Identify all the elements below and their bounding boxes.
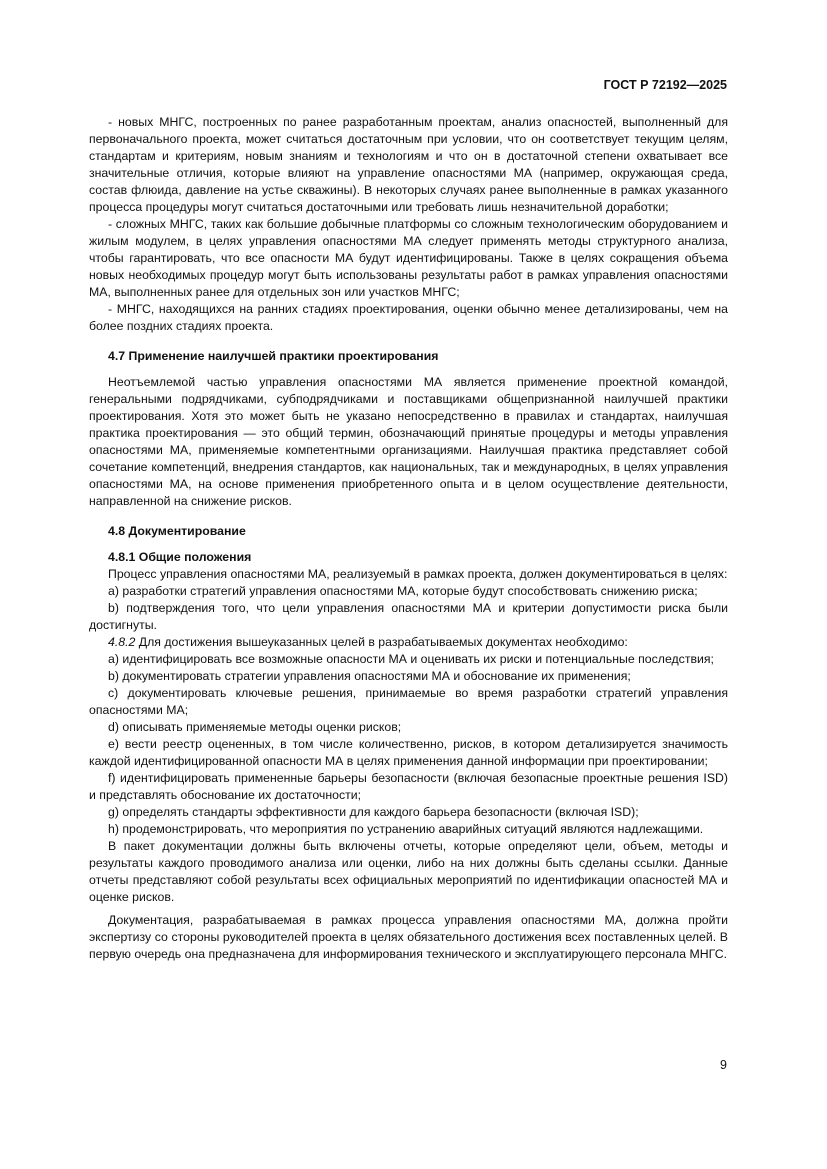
paragraph-documentation-package: В пакет документации должны быть включены отчеты, которые определяют цели, объем, методы и результаты каждого проводимого анализа или оценки, либо на них должны быть сделаны ссылки. Данные отчеты представляют собой результаты всех официальных мероприятий по идентификации опасностей МА и оценке рисков. [89,839,728,904]
list-item-h: h) продемонстрировать, что мероприятия по устранению аварийных ситуаций являются надлежащими. [108,822,704,836]
list-item-d: d) описывать применяемые методы оценки рисков; [108,720,402,734]
paragraph-best-practice: Неотъемлемой частью управления опасностями МА является применение проектной командой, генеральными подрядчиками, субподрядчиками и поставщиками общепризнанной наилучшей практики проектирования. Хотя это может быть не указано непосредственно в правилах и стандартах, наилучшая практика проектирования — это общий термин, обозначающий принятые процедуры и методы управления опасностями МА, применяемые компетентными организациями. Наилучшая практика представляет собой сочетание компетенций, внедрения стандартов, как национальных, так и международных, в целях управления опасностями МА, на основе применения приобретенного опыта и в целом осуществление деятельности, направленной на снижение рисков. [89,375,728,508]
list-item-g: g) определять стандарты эффективности для каждого барьера безопасности (включая ISD); [108,805,639,819]
clause-number-4-8-2: 4.8.2 [108,635,136,649]
list-item-b: b) документировать стратегии управления опасностями МА и обоснование их применения; [108,669,631,683]
section-heading-4-7: 4.7 Применение наилучшей практики проектирования [108,349,439,363]
list-item-e: e) вести реестр оцененных, в том числе количественно, рисков, в котором детализируется значимость каждой идентифицированной опасности МА в целях применения данной информации при проектировании; [89,737,728,768]
document-body [89,114,728,963]
list-item-a-strategies: a) разработки стратегий управления опасностями МА, которые будут способствовать снижению риска; [108,584,698,598]
list-item-f: f) идентифицировать примененные барьеры безопасности (включая безопасные проектные решения ISD) и представлять обоснование их достаточности; [89,771,728,802]
clause-text-4-8-2: Для достижения вышеуказанных целей в разрабатываемых документах необходимо: [135,635,628,649]
list-item-new-facilities: - новых МНГС, построенных по ранее разработанным проектам, анализ опасностей, выполненный для первоначального проекта, может считаться достаточным при условии, что он соответствует текущим целям, стандартам и критериям, новым знаниям и технологиям и что он в достаточной степени охватывает все значительные отличия, которые влияют на управление опасностями МА (например, окружающая среда, состав флюида, давление на устье скважины). В некоторых случаях ранее выполненные в рамках указанного процесса процедуры могут считаться достаточными или требовать лишь незначительной доработки; [89,115,728,214]
list-item-b-confirmation: b) подтверждения того, что цели управления опасностями МА и критерии допустимости риска были достигнуты. [89,601,728,632]
list-item-c: c) документировать ключевые решения, принимаемые во время разработки стратегий управления опасностями МА; [89,686,728,717]
subsection-heading-4-8-1: 4.8.1 Общие положения [108,550,252,564]
list-item-early-stage-facilities: - МНГС, находящихся на ранних стадиях проектирования, оценки обычно менее детализированы, чем на более поздних стадиях проекта. [89,302,728,333]
paragraph-documentation-review: Документация, разрабатываемая в рамках процесса управления опасностями МА, должна пройти экспертизу со стороны руководителей проекта в целях обязательного достижения всех поставленных целей. В первую очередь она предназначена для информирования технического и эксплуатирующего персонала МНГС. [89,913,728,961]
page-number: 9 [720,1058,727,1072]
paragraph-documentation-purpose: Процесс управления опасностями МА, реализуемый в рамках проекта, должен документироваться в целях: [108,567,728,581]
list-item-complex-facilities: - сложных МНГС, таких как большие добычные платформы со сложным технологическим оборудованием и жилым модулем, в целях управления опасностями МА следует применять методы структурного анализа, чтобы гарантировать, что все опасности МА будут идентифицированы. Также в целях сокращения объема новых необходимых процедур могут быть использованы результаты работ в рамках управления опасностями МА, выполненных ранее для отдельных зон или участков МНГС; [89,217,728,299]
paragraph-4-8-2 [89,634,728,651]
document-code: ГОСТ Р 72192—2025 [603,78,727,92]
list-item-a: a) идентифицировать все возможные опасности МА и оценивать их риски и потенциальные последствия; [108,652,714,666]
section-heading-4-8: 4.8 Документирование [108,524,246,538]
